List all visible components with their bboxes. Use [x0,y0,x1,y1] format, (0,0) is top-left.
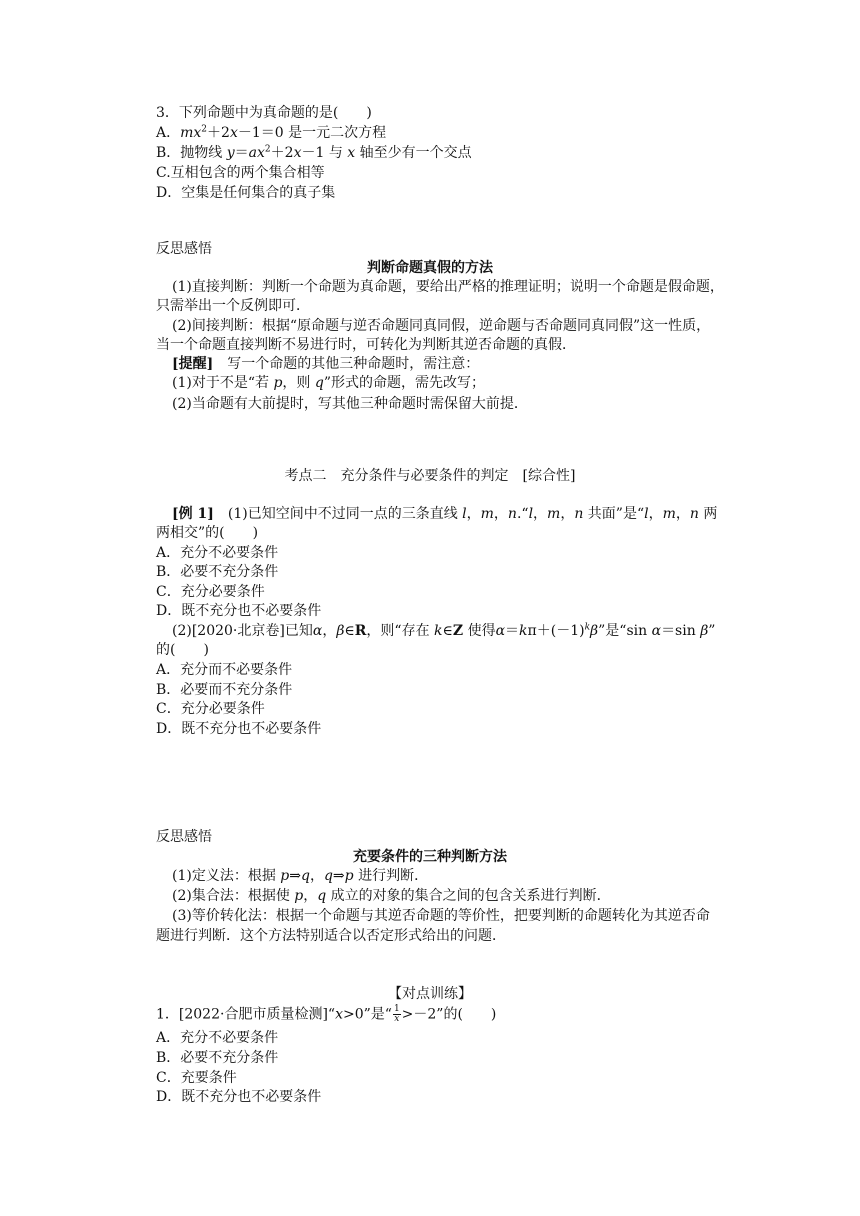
math-var: x [335,1006,343,1023]
math-var: p [280,868,290,884]
math-var: q [317,888,327,904]
reflection-label: 反思感悟 [156,829,212,845]
example-tag: [例 1] [172,506,214,522]
example-1-part-1-line-1 [172,505,717,524]
tip-tag: [提醒] [172,356,214,372]
example-1-part-1-option-d: D．既不充分也不必要条件 [156,603,322,619]
tip-item-2: (2)当命题有大前提时，写其他三种命题时需保留大前提． [172,396,528,412]
reflection-title: 充要条件的三种判断方法 [353,849,507,865]
example-1-part-2-option-b: B．必要而不充分条件 [156,682,293,698]
math-var: β [336,623,345,639]
example-text: ” [708,623,716,639]
tip-text: 写一个命题的其他三种命题时，需注意： [213,356,480,372]
math-var: q [323,868,333,884]
example-text: ， [675,506,690,522]
example-1-part-1-option-b: B．必要不充分条件 [156,564,279,580]
question-3-option-a [156,124,386,143]
section-title: 考点二 充分条件与必要条件的判定 [综合性] [284,468,576,484]
math-text: ＋2 [207,125,230,141]
math-var: n [574,506,584,522]
math-var: m [480,506,494,522]
math-var: l [462,506,467,522]
math-var: α [651,623,662,639]
example-text: 使得 [463,623,496,639]
practice-question-1 [156,1005,496,1025]
set-symbol: Z [452,623,464,639]
example-text: ”是“sin [598,623,652,639]
exponent: 2 [201,124,208,135]
example-text: (1)已知空间中不过同一点的三条直线 [213,506,463,522]
example-1-part-1-option-a: A．充分不必要条件 [156,545,279,561]
math-text: 轴至少有一个交点 [355,145,472,161]
math-var: y [226,145,235,161]
fraction [393,1005,401,1024]
math-var: α [495,623,506,639]
question-3-stem: 3．下列命题中为真命题的是( ) [156,105,372,121]
option-label: A． [156,125,181,141]
example-text: ∈ [442,623,453,639]
example-text: ， [560,506,575,522]
math-var: n [689,506,699,522]
practice-title: 【对点训练】 [388,986,472,1002]
example-text: ， [648,506,663,522]
example-text: π＋(－1) [527,623,585,639]
fraction-denominator: x [394,1014,400,1024]
method-text: 成立的对象的集合之间的包含关系进行判断． [326,888,611,904]
example-text: ＝ [505,623,520,639]
question-text: >0”是“ [342,1006,392,1023]
example-text: ， [322,623,337,639]
method-text: (2)集合法：根据使 [172,888,295,904]
example-text: ， [493,506,508,522]
math-var: m [547,506,561,522]
math-var: β [590,623,599,639]
math-text: －1＝0 是一元二次方程 [237,125,387,141]
math-var: mx [180,125,202,141]
exponent: 2 [264,144,271,155]
example-1-part-2-line-1 [172,622,715,641]
example-text: ， [466,506,481,522]
method-text: (1)定义法：根据 [172,868,281,884]
method-text: ， [309,868,324,884]
math-text: ＝ [234,145,249,161]
judge-method-3-line-1: (3)等价转化法：根据一个命题与其逆否命题的等价性，把要判断的命题转化为其逆否命 [172,908,710,924]
example-text: ，则“存在 [366,623,435,639]
example-1-part-1-line-2: 两相交”的( ) [156,525,259,541]
math-var: k [434,623,443,639]
math-var: x [293,145,302,161]
math-var: p [344,868,354,884]
math-var: l [528,506,534,522]
fraction-numerator: 1 [393,1004,400,1014]
exponent: k [584,622,591,633]
tip-text: (1)对于不是“若 [172,375,274,391]
practice-option-d: D．既不充分也不必要条件 [156,1089,322,1105]
judge-method-3-line-2: 题进行判断．这个方法特别适合以否定形式给出的问题． [156,928,506,944]
example-text: 共面”是“ [583,506,645,522]
math-var: x [347,145,356,161]
judge-method-1 [172,867,428,886]
method-2-line-1: (2)间接判断：根据“原命题与逆否命题同真同假，逆命题与否命题同真同假”这一性质， [172,318,711,334]
tip-line [172,355,479,374]
option-label: B．抛物线 [156,145,227,161]
math-text: ＋2 [270,145,294,161]
method-text: ， [303,888,318,904]
reflection-label: 反思感悟 [156,241,212,257]
method-text: ⇒ [289,868,301,884]
example-1-part-2-line-2: 的( ) [156,642,209,658]
method-text: ⇒ [332,868,345,884]
question-3-option-b [156,144,472,163]
tip-text: ，则 [282,375,315,391]
judge-method-2 [172,887,611,906]
tip-text: ”形式的命题，需先改写； [323,375,486,391]
reflection-title: 判断命题真假的方法 [367,260,493,276]
question-text: >－2”的( ) [401,1006,497,1023]
practice-option-a: A．充分不必要条件 [156,1030,279,1046]
set-symbol: R [354,623,367,639]
math-var: ax [248,145,265,161]
question-3-option-c: C.互相包含的两个集合相等 [156,165,325,181]
method-text: 进行判断． [353,868,429,884]
example-text: ∈ [344,623,355,639]
math-var: q [300,868,310,884]
question-text: 1．[2022·合肥市质量检测]“ [156,1006,336,1023]
practice-option-b: B．必要不充分条件 [156,1050,279,1066]
method-1-line-2: 只需举出一个反例即可． [156,298,310,314]
method-1-line-1: (1)直接判断：判断一个命题为真命题，要给出严格的推理证明；说明一个命题是假命题， [172,279,724,295]
example-text: .“ [516,506,529,522]
method-2-line-2: 当一个命题直接判断不易进行时，可转化为判断其逆否命题的真假． [156,337,576,353]
example-1-part-1-option-c: C．充分必要条件 [156,584,265,600]
math-var: β [700,623,709,639]
example-1-part-2-option-d: D．既不充分也不必要条件 [156,721,322,737]
example-text: ， [533,506,548,522]
math-var: p [294,888,304,904]
math-var: l [644,506,649,522]
tip-item-1 [172,374,485,393]
math-var: α [312,623,323,639]
example-1-part-2-option-a: A．充分而不必要条件 [156,662,293,678]
math-var: m [662,506,676,522]
example-text: ＝sin [661,623,701,639]
math-var: p [273,375,283,391]
example-text: (2)[2020·北京卷]已知 [172,623,313,639]
example-text: 两 [698,506,718,522]
math-text: －1 与 [301,145,348,161]
math-var: n [507,506,517,522]
question-3-option-d: D．空集是任何集合的真子集 [156,185,336,201]
example-1-part-2-option-c: C．充分必要条件 [156,701,265,717]
practice-option-c: C．充要条件 [156,1070,237,1086]
math-var: x [229,125,238,141]
math-var: k [519,623,528,639]
math-var: q [314,375,324,391]
